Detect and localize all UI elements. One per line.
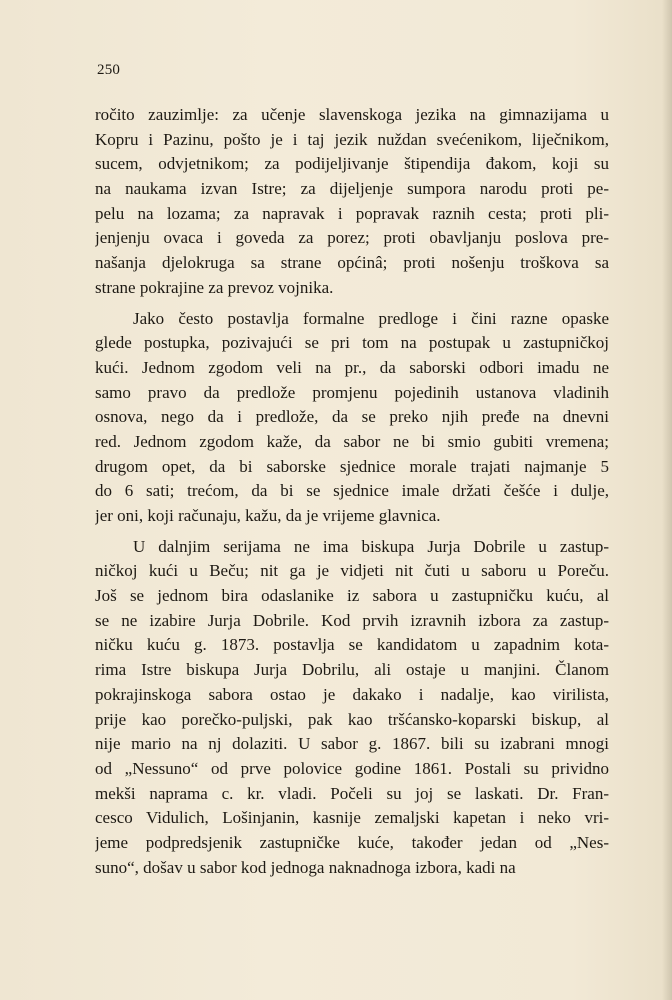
body-text bbox=[95, 103, 609, 880]
text-line: prije kao porečko-puljski, pak kao tršćansko-koparski biskup, al bbox=[95, 709, 609, 729]
text-line: jeme podpredsjenik zastupničke kuće, također jedan od „Nes- bbox=[95, 832, 609, 852]
text-line: Kopru i Pazinu, pošto je i taj jezik nuždan svećenikom, liječnikom, bbox=[95, 129, 609, 149]
text-line: U dalnjim serijama ne ima biskupa Jurja Dobrile u zastup- bbox=[133, 536, 609, 556]
text-line: Još se jednom bira odaslanike iz sabora u zastupničku kuću, al bbox=[95, 586, 609, 606]
text-line: drugom opet, da bi saborske sjednice morale trajati najmanje 5 bbox=[95, 456, 609, 476]
text-line: mekši naprama c. kr. vladi. Počeli su joj se laskati. Dr. Fran- bbox=[95, 783, 609, 803]
text-line: kući. Jednom zgodom veli na pr., da saborski odbori imadu ne bbox=[95, 357, 609, 377]
text-line: Jako često postavlja formalne predloge i čini razne opaske bbox=[133, 308, 609, 328]
paragraph bbox=[95, 103, 609, 301]
text-line: pelu na lozama; za napravak i popravak raznih cesta; proti pli- bbox=[95, 203, 609, 223]
text-line: rima Istre biskupa Jurja Dobrilu, ali ostaje u manjini. Članom bbox=[95, 660, 609, 680]
text-line: jenjenju ovaca i goveda za porez; proti obavljanju poslova pre- bbox=[95, 228, 609, 248]
paragraph bbox=[95, 307, 609, 529]
page-edge-shadow bbox=[662, 0, 672, 1000]
text-line: glede postupka, pozivajući se pri tom na postupak u zastupničkoj bbox=[95, 333, 609, 353]
text-line: našanja djelokruga sa strane općinâ; proti nošenju troškova sa bbox=[95, 253, 609, 273]
text-line: od „Nessuno“ od prve polovice godine 1861. Postali su prividno bbox=[95, 758, 609, 778]
text-line: strane pokrajine za prevoz vojnika. bbox=[95, 277, 334, 297]
text-line: sucem, odvjetnikom; za podijeljivanje štipendija đakom, koji su bbox=[95, 154, 609, 174]
text-line: suno“, došav u sabor kod jednoga naknadnoga izbora, kadi na bbox=[95, 857, 516, 877]
page-number: 250 bbox=[97, 62, 121, 78]
text-line: osnova, nego da i predlože, da se preko njih pređe na dnevni bbox=[95, 407, 609, 427]
paragraph bbox=[95, 535, 609, 881]
text-line: ničku kuću g. 1873. postavlja se kandidatom u zapadnim kota- bbox=[95, 635, 609, 655]
text-line: red. Jednom zgodom kaže, da sabor ne bi smio gubiti vremena; bbox=[95, 431, 609, 451]
text-line: do 6 sati; trećom, da bi se sjednice imale držati češće i dulje, bbox=[95, 481, 609, 501]
text-line: cesco Vidulich, Lošinjanin, kasnije zemaljski kapetan i neko vri- bbox=[95, 808, 609, 828]
text-line: samo pravo da predlože promjenu pojedinih ustanova vladinih bbox=[95, 382, 609, 402]
text-line: se ne izabire Jurja Dobrile. Kod prvih izravnih izbora za zastup- bbox=[95, 610, 609, 630]
text-line: jer oni, koji računaju, kažu, da je vrijeme glavnica. bbox=[95, 506, 441, 525]
text-line: pokrajinskoga sabora ostao je dakako i nadalje, kao virilista, bbox=[95, 684, 609, 704]
text-line: ročito zauzimlje: za učenje slavenskoga jezika na gimnazijama u bbox=[95, 105, 609, 124]
text-line: na naukama izvan Istre; za dijeljenje sumpora narodu proti pe- bbox=[95, 179, 609, 199]
text-line: nije mario na nj dolaziti. U sabor g. 1867. bili su izabrani mnogi bbox=[95, 734, 609, 754]
text-line: ničkoj kući u Beču; nit ga je vidjeti nit čuti u saboru u Poreču. bbox=[95, 561, 609, 581]
